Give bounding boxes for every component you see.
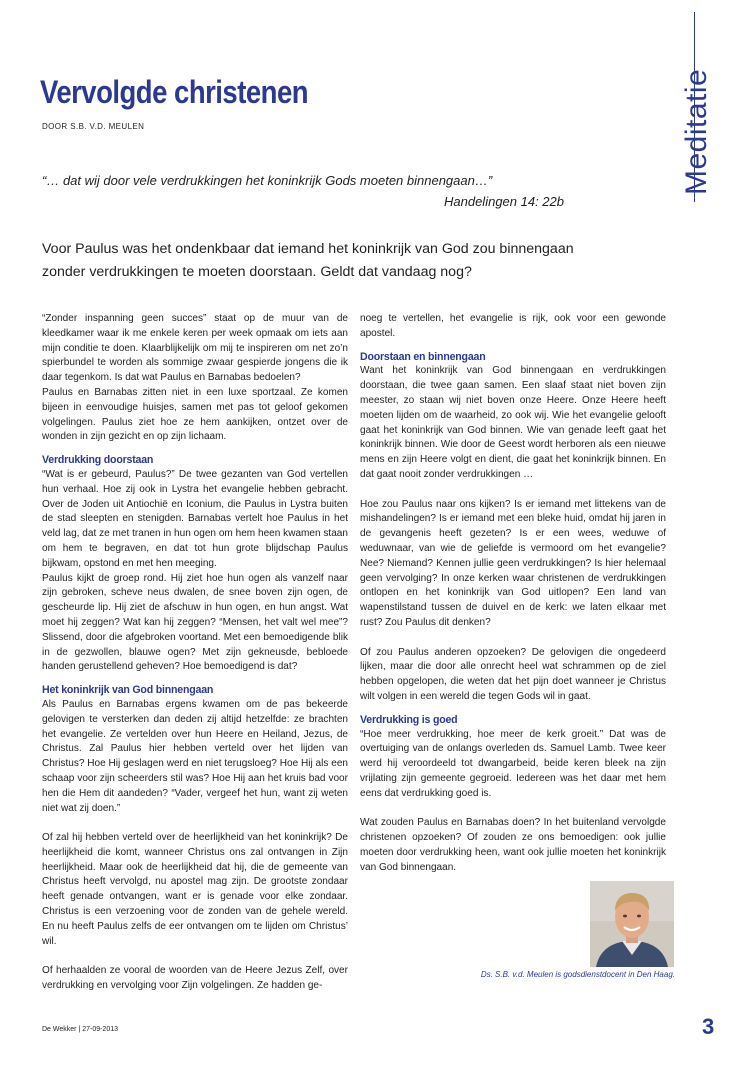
paragraph: Of zou Paulus anderen opzoeken? De gelovigen die ongedeerd lijken, maar die door alle onrecht heel wat schrammen op de ziel hebben opgelopen, die weten dat het pijn doet wanneer je Christus wilt volgen in een wereld die tegen Gods wil in gaat. bbox=[360, 646, 666, 702]
section-heading: Het koninkrijk van God binnengaan bbox=[42, 684, 214, 697]
page-number: 3 bbox=[702, 1014, 715, 1039]
paragraph: Hoe zou Paulus naar ons kijken? Is er iemand met littekens van de mishandelingen? Is er iemand met een bleke huid, omdat hij jaren in de gevangenis heeft gezeten? Is er een wees, weduwe of weduwnaar, van wie de geliefde is vermoord om het evangelie? Nee? Niemand? Kennen jullie geen verdrukkingen? Is hier helemaal geen vervolging? In onze kerken waar christenen de verdrukkingen ontlopen en het koninkrijk van God uitlopen? Een land van wapenstilstand tussen de duivel en de kerk: we laten elkaar met rust? Zou Paulus dit denken? bbox=[360, 498, 666, 628]
author-photo bbox=[590, 881, 674, 967]
paragraph: Als Paulus en Barnabas ergens kwamen om de pas bekeerde gelovigen te versterken dan deden zij altijd hetzelfde: ze brachten het evangelie. Ze vertelden over hun Heere en Heiland, Jezus, de Christus. Zal Paulus hier hebben verteld over het lijden van Christus? Hoe Hij geslagen werd en niet terugsloeg? Hoe Hij als een schaap voor zijn scheerders stil was? Hoe Hij aan het kruis bad voor hen die Hem dit aandeden? “Vader, vergeef het hun, want zij weten niet wat zij doen.” bbox=[42, 698, 348, 814]
paragraph: Of zal hij hebben verteld over de heerlijkheid van het koninkrijk? De heerlijkheid die komt, wanneer Christus ons zal ontvangen in Zijn heerlijkheid. Maar ook de heerlijkheid dat hij, die de gemeente van Christus heeft vervolgd, nu apostel mag zijn. De grootste zondaar heeft genade ontvangen, want er is genade voor elke zondaar. Christus is een verzoening voor de zonden van de gehele wereld. En nu heeft Paulus zelfs de eer ontvangen om te lijden om Christus’ wil. bbox=[42, 832, 348, 947]
article-title: Vervolgde christenen bbox=[40, 74, 309, 110]
paragraph: Of herhaalden ze vooral de woorden van de Heere Jezus Zelf, over verdrukking en vervolging voor Zijn volgelingen. Ze hadden ge- bbox=[42, 965, 348, 992]
right-column bbox=[360, 312, 666, 875]
scripture-quote bbox=[42, 170, 572, 212]
author-portrait-icon bbox=[590, 881, 674, 967]
byline: DOOR S.B. V.D. MEULEN bbox=[42, 122, 145, 131]
paragraph: Want het koninkrijk van God binnengaan en verdrukkingen doorstaan, die twee gaan samen. Een slaaf staat niet boven zijn meester, zo staan wij niet boven onze Heere. Onze Heere heeft moeten lijden om de waarheid, zo ook wij. Wie het evangelie gelooft gaat het koninkrijk van God binnen. Wie van genade leeft gaat het koninkrijk binnen. Wie door de Geest wordt herboren als een nieuwe mens en zijn Heere volgt en dient, die gaat het koninkrijk binnen. En dat gaat nooit zonder verdrukkingen … bbox=[360, 365, 666, 480]
section-heading: Doorstaan en binnengaan bbox=[360, 350, 486, 363]
quote-reference: Handelingen 14: 22b bbox=[444, 194, 564, 209]
quote-text: “… dat wij door vele verdrukkingen het koninkrijk Gods moeten binnengaan…” bbox=[42, 173, 493, 188]
section-label: Meditatie bbox=[680, 68, 713, 195]
paragraph: “Zonder inspanning geen succes” staat op de muur van de kleedkamer waar ik me enkele keren per week opmaak om iets aan mijn conditie te doen. Klaarblijkelijk om mij te inspireren om net zo’n spierbundel te worden als sommige zwaar gespierde jongens die ik daar tegenkom. Is dat wat Paulus en Barnabas bedoelen? bbox=[42, 313, 348, 384]
paragraph: Wat zouden Paulus en Barnabas doen? In het buitenland vervolgde christenen opzoeken? Of zouden ze ons bemoedigen: ook jullie moeten door verdrukking heen, want ook jullie moeten het koninkrijk van God binnengaan. bbox=[360, 817, 666, 873]
paragraph: “Wat is er gebeurd, Paulus?” De twee gezanten van God vertellen hun verhaal. Hoe zij ook in Lystra het evangelie hebben gebracht. Over de Joden uit Antiochië en Iconium, die Paulus in Lystra buiten de stad sleepten en stenigden. Barnabas vertelt hoe Paulus in het veld lag, dat ze met tranen in hun ogen om hem heen kwamen staan om hem te begraven, en dat tot hun grote blijdschap Paulus bijkwam, opstond en met hen meeging. bbox=[42, 468, 348, 569]
paragraph: Paulus en Barnabas zitten niet in een luxe sportzaal. Ze komen bijeen in eenvoudige huisjes, samen met pas tot geloof gekomen volgelingen. Paulus ziet hoe ze hem aankijken, ontzet over de wonden in zijn gezicht en op zijn lichaam. bbox=[42, 386, 348, 443]
left-column bbox=[42, 312, 348, 994]
footer-issue: De Wekker | 27-09-2013 bbox=[42, 1026, 119, 1033]
photo-caption: Ds. S.B. v.d. Meulen is godsdienstdocent in Den Haag. bbox=[480, 970, 675, 979]
section-heading: Verdrukking doorstaan bbox=[42, 454, 154, 467]
article-intro: Voor Paulus was het ondenkbaar dat iemand het koninkrijk van God zou binnengaan zonder verdrukkingen te moeten doorstaan. Geldt dat vandaag nog? bbox=[42, 241, 574, 280]
paragraph: Paulus kijkt de groep rond. Hij ziet hoe hun ogen als vanzelf naar zijn gebroken, scheve neus dwalen, de snee boven zijn ogen, de gescheurde lip. Hij ziet de afschuw in hun ogen, en hun angst. Wat moet hij zeggen? Wat kan hij zeggen? “Mensen, het valt wel mee”? Slissend, door die afgebroken voortand. Met een bemoedigende blik in de gezwollen, blauwe ogen? Met zijn gekneusde, bebloede handen gerustellend geheven? Hoe bemoedigend is dat? bbox=[42, 572, 348, 673]
section-heading: Verdrukking is goed bbox=[360, 713, 458, 726]
paragraph: noeg te vertellen, het evangelie is rijk, ook voor een gewonde apostel. bbox=[360, 313, 666, 339]
paragraph: “Hoe meer verdrukking, hoe meer de kerk groeit.” Dat was de overtuiging van de onlangs overleden ds. Samuel Lamb. Twee keer werd hij veroordeeld tot dwangarbeid, beide keren bleek na zijn vrijlating zijn gemeente gegroeid. Iedereen was het daar met hem eens dat verdrukking goed is. bbox=[360, 728, 666, 799]
